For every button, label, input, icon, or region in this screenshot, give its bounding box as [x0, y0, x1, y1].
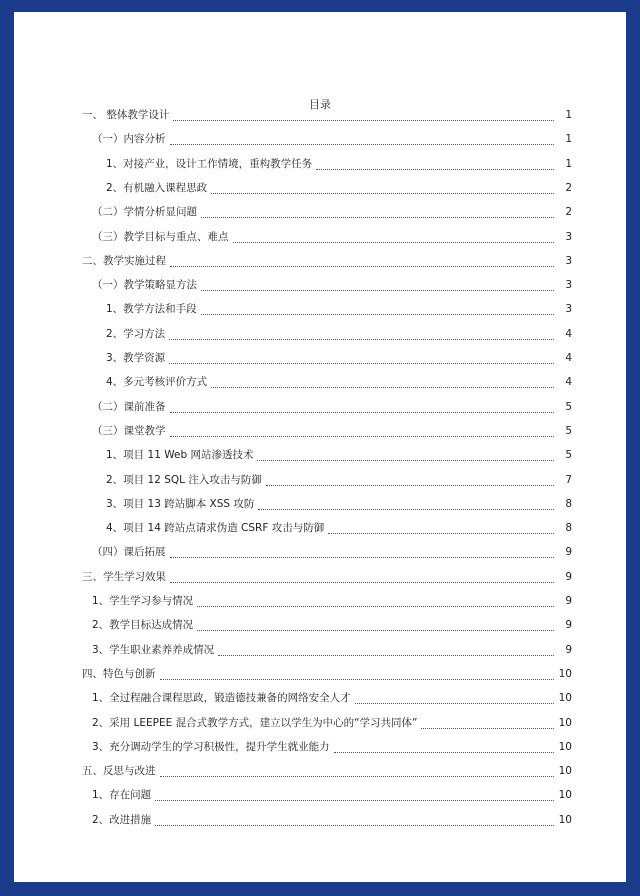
toc-page-number: 9: [565, 570, 572, 583]
toc-entry-label: 2、项目 12 SQL 注入攻击与防御: [106, 473, 262, 486]
toc-page-number: 10: [558, 716, 572, 729]
toc-leader-dots: [169, 362, 554, 364]
toc-entry-label: （三）课堂教学: [92, 424, 166, 437]
toc-entry-label: 4、项目 14 跨站点请求伪造 CSRF 攻击与防御: [106, 522, 325, 535]
toc-page-number: 10: [558, 813, 572, 826]
toc-leader-dots: [258, 508, 554, 510]
toc-entry-label: 1、学生学习参与情况: [92, 595, 194, 607]
toc-entry[interactable]: [14, 180, 626, 196]
toc-page-number: 10: [558, 789, 572, 802]
toc-entry[interactable]: [14, 253, 626, 269]
toc-entry[interactable]: [14, 763, 626, 779]
toc-leader-dots: [355, 702, 554, 704]
toc-entry[interactable]: [14, 447, 626, 463]
toc-entry-label: （四）课后拓展: [92, 546, 166, 559]
toc-page-number: 9: [565, 643, 572, 656]
toc-entry-label: 五、反思与改进: [82, 765, 156, 778]
toc-entry[interactable]: [14, 204, 626, 220]
toc-page-number: 3: [565, 303, 572, 316]
toc-leader-dots: [160, 775, 554, 777]
toc-page-number: 3: [565, 230, 572, 243]
toc-entry[interactable]: [14, 787, 626, 803]
toc-title: 目录: [309, 98, 331, 111]
toc-entry[interactable]: [14, 569, 626, 585]
toc-leader-dots: [257, 459, 554, 461]
toc-entry[interactable]: [14, 617, 626, 633]
toc-entry[interactable]: [14, 496, 626, 512]
toc-page-number: 4: [565, 376, 572, 389]
toc-entry-label: 1、存在问题: [92, 789, 152, 802]
toc-entry[interactable]: [14, 739, 626, 755]
toc-entry[interactable]: [14, 350, 626, 366]
toc-entry[interactable]: [14, 472, 626, 488]
toc-entry[interactable]: [14, 715, 626, 731]
toc-leader-dots: [170, 556, 554, 558]
toc-leader-dots: [233, 241, 554, 243]
toc-leader-dots: [211, 192, 554, 194]
toc-leader-dots: [211, 386, 554, 388]
toc-leader-dots: [316, 168, 554, 170]
toc-entry-label: 1、教学方法和手段: [106, 303, 197, 316]
toc-leader-dots: [218, 654, 554, 656]
toc-page-number: 9: [565, 595, 572, 607]
toc-page-number: 3: [565, 254, 572, 267]
toc-entry[interactable]: [14, 544, 626, 560]
toc-leader-dots: [201, 313, 554, 315]
toc-entry[interactable]: [14, 156, 626, 172]
toc-entry-label: （二）课前准备: [92, 400, 166, 413]
toc-entry-label: 2、学习方法: [106, 327, 166, 340]
toc-page-number: 4: [565, 327, 572, 340]
toc-entry-label: 3、教学资源: [106, 352, 166, 364]
toc-entry-label: 3、充分调动学生的学习积极性，提升学生就业能力: [92, 740, 330, 753]
toc-entry[interactable]: [14, 690, 626, 706]
toc-entry-label: （一）教学策略显方法: [92, 279, 197, 292]
toc-entry[interactable]: [14, 423, 626, 439]
toc-leader-dots: [201, 289, 554, 291]
toc-leader-dots: [169, 338, 554, 340]
toc-page-number: 8: [565, 522, 572, 535]
toc-entry-label: 1、对接产业，设计工作情境，重构教学任务: [106, 157, 313, 170]
toc-entry[interactable]: [14, 374, 626, 390]
toc-page-number: 10: [558, 667, 572, 680]
toc-page-number: 10: [558, 692, 572, 705]
toc-entry-label: 2、有机融入课程思政: [106, 181, 208, 194]
toc-entry[interactable]: [14, 107, 626, 123]
toc-leader-dots: [160, 678, 554, 680]
toc-page-number: 2: [565, 206, 572, 219]
toc-entry-label: 4、多元考核评价方式: [106, 376, 208, 389]
toc-leader-dots: [170, 581, 554, 583]
toc-entry-label: 3、学生职业素养养成情况: [92, 643, 215, 656]
toc-page-number: 5: [565, 449, 572, 462]
toc-leader-dots: [421, 727, 554, 729]
toc-page-number: 5: [565, 424, 572, 437]
toc-entry-label: 一、 整体教学设计: [82, 109, 170, 121]
toc-entry-label: 1、全过程融合课程思政，锻造德技兼备的网络安全人才: [92, 692, 351, 705]
document-page: [14, 12, 626, 882]
toc-entry-label: 三、学生学习效果: [82, 570, 166, 583]
toc-entry[interactable]: [14, 131, 626, 147]
toc-entry-label: 3、项目 13 跨站脚本 XSS 攻防: [106, 497, 255, 510]
toc-entry-label: 2、改进措施: [92, 813, 152, 826]
toc-page-number: 1: [565, 133, 572, 146]
toc-entry-label: 2、采用 LEEPEE 混合式教学方式，建立以学生为中心的“学习共同体”: [92, 716, 418, 729]
toc-page-number: 10: [558, 765, 572, 778]
toc-page-number: 8: [565, 497, 572, 510]
toc-entry[interactable]: [14, 301, 626, 317]
toc-page-number: 3: [565, 279, 572, 292]
toc-entry-label: 四、特色与创新: [82, 667, 156, 680]
toc-entry[interactable]: [14, 277, 626, 293]
toc-page-number: 2: [565, 181, 572, 194]
toc-page-number: 9: [565, 546, 572, 559]
toc-leader-dots: [266, 484, 554, 486]
toc-entry-label: 2、教学目标达成情况: [92, 619, 194, 632]
toc-entry[interactable]: [14, 520, 626, 536]
toc-page-number: 10: [558, 740, 572, 753]
toc-entry[interactable]: [14, 812, 626, 828]
toc-entry[interactable]: [14, 326, 626, 342]
toc-leader-dots: [197, 629, 554, 631]
toc-leader-dots: [334, 751, 554, 753]
toc-page-number: 9: [565, 619, 572, 632]
toc-entry[interactable]: [14, 666, 626, 682]
toc-entry[interactable]: [14, 399, 626, 415]
toc-entry-label: 1、项目 11 Web 网站渗透技术: [106, 449, 254, 462]
toc-entry-label: （三）教学目标与重点、难点: [92, 230, 229, 243]
toc-leader-dots: [170, 143, 554, 145]
toc-entry-label: （一）内容分析: [92, 133, 166, 146]
toc-page-number: 1: [565, 157, 572, 170]
toc-page-number: 5: [565, 400, 572, 413]
toc-leader-dots: [197, 605, 554, 607]
toc-leader-dots: [155, 824, 554, 826]
toc-leader-dots: [173, 119, 554, 121]
toc-entry[interactable]: [14, 642, 626, 658]
toc-entry-label: （二）学情分析显问题: [92, 206, 197, 219]
toc-entry[interactable]: [14, 593, 626, 609]
toc-entry[interactable]: [14, 229, 626, 245]
toc-page-number: 1: [565, 109, 572, 121]
toc-leader-dots: [328, 532, 554, 534]
toc-page-number: 4: [565, 352, 572, 364]
toc-entry-label: 二、教学实施过程: [82, 254, 166, 267]
toc-leader-dots: [201, 216, 554, 218]
toc-leader-dots: [170, 411, 554, 413]
toc-page-number: 7: [565, 473, 572, 486]
toc-leader-dots: [170, 265, 554, 267]
toc-leader-dots: [170, 435, 554, 437]
toc-leader-dots: [155, 799, 554, 801]
